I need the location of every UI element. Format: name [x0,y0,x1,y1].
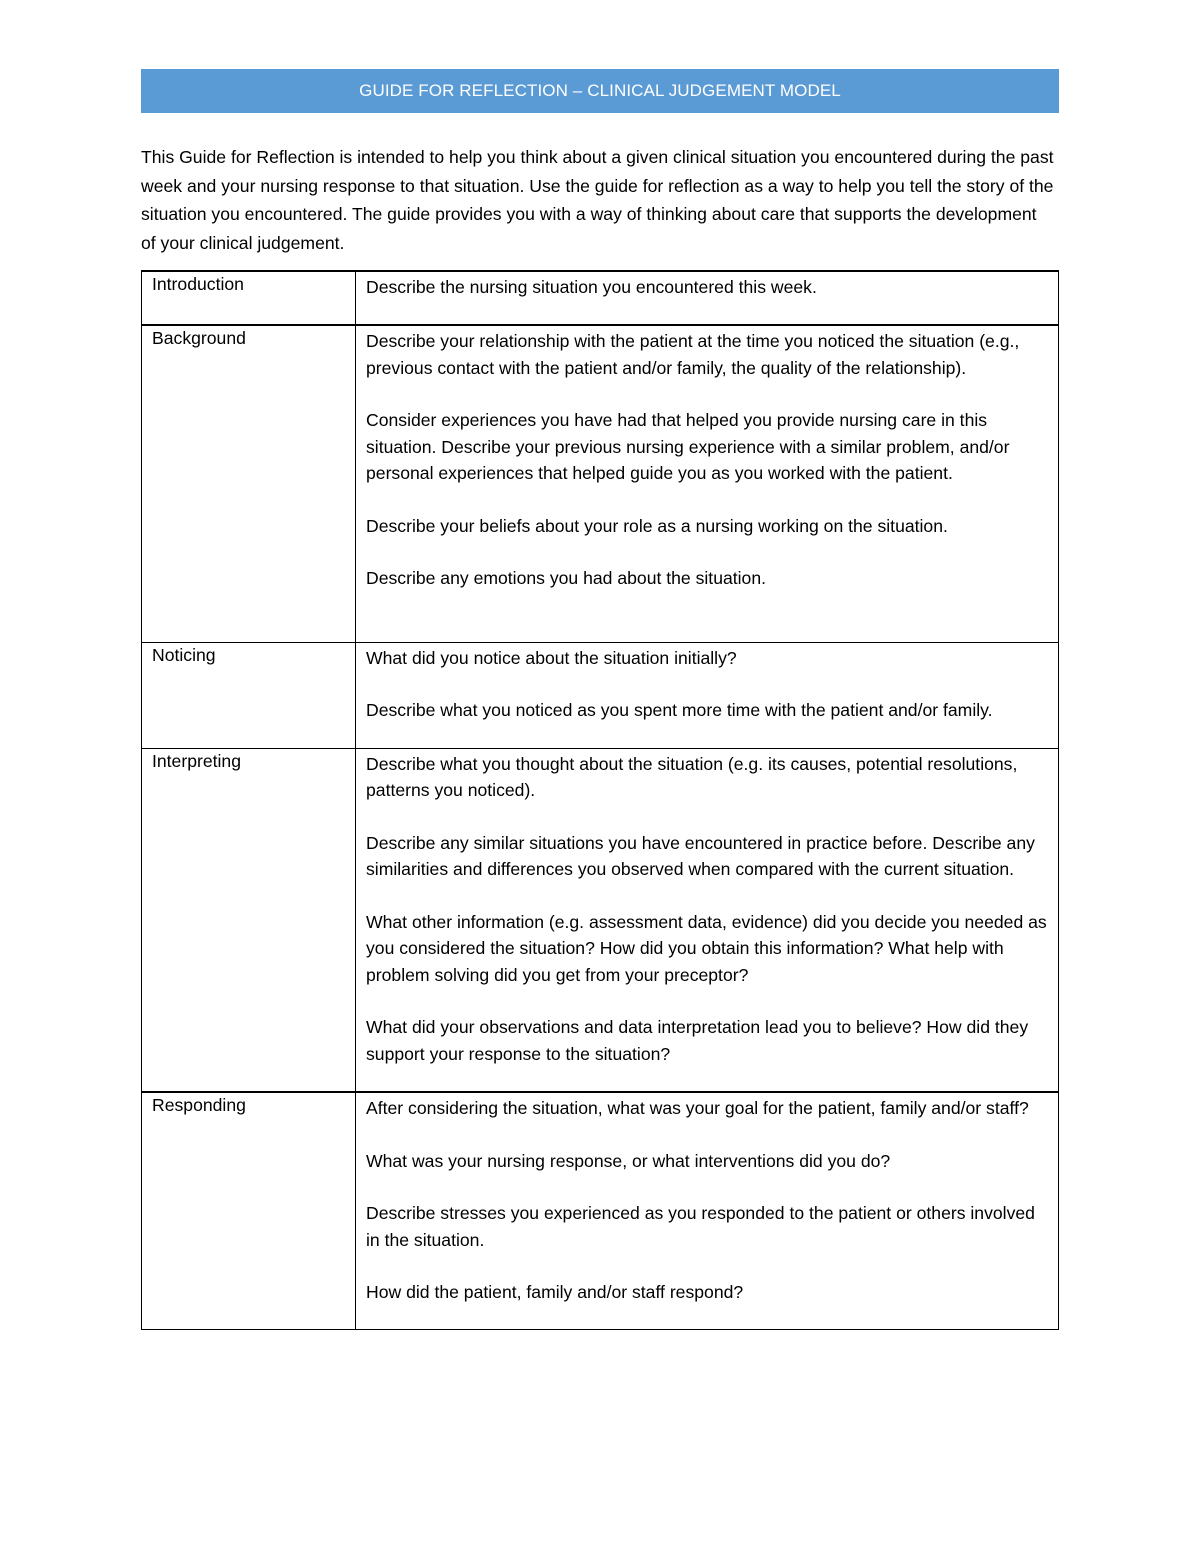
prompt-text: Describe what you thought about the situation (e.g. its causes, potential resolutions, patterns you noticed). [366,753,1018,800]
prompt-text: After considering the situation, what was your goal for the patient, family and/or staff? [366,1098,1029,1118]
row-label: Background [142,325,356,642]
row-prompts [356,271,1059,325]
row-prompts [356,748,1059,1092]
row-label: Introduction [142,271,356,325]
document-title: GUIDE FOR REFLECTION – CLINICAL JUDGEMENT MODEL [141,69,1059,113]
document-page [141,69,1059,1302]
table-row-interpreting [142,748,1059,1092]
row-label: Interpreting [142,748,356,1092]
reflection-table [141,270,1059,1330]
prompt-text: Describe what you noticed as you spent more time with the patient and/or family. [366,700,993,720]
prompt-text: Describe your relationship with the patient at the time you noticed the situation (e.g., previous contact with the patient and/or family, the quality of the relationship). [366,331,1020,378]
prompt-text: Describe stresses you experienced as you responded to the patient or others involved in the situation. [366,1203,1035,1250]
prompt-text: What did your observations and data interpretation lead you to believe? How did they support your response to the situation? [366,1017,1029,1064]
prompt-text: Describe any similar situations you have encountered in practice before. Describe any similarities and differences you observed when compared with the current situation. [366,832,1035,879]
row-prompts [356,325,1059,642]
intro-paragraph: This Guide for Reflection is intended to help you think about a given clinical situation you encountered during the past week and your nursing response to that situation. Use the guide for reflection as a way to help you tell the story of the situation you encountered. The guide provides you with a way of thinking about care that supports the development of your clinical judgement. [141,147,1054,253]
prompt-text: What was your nursing response, or what interventions did you do? [366,1150,891,1171]
table-row-background [142,325,1059,642]
prompt-text: Describe your beliefs about your role as a nursing working on the situation. [366,515,948,536]
prompt-text: Describe any emotions you had about the situation. [366,568,767,588]
prompt-text: What did you notice about the situation initially? [366,647,737,668]
row-label: Noticing [142,642,356,748]
table-row-introduction [142,271,1059,325]
prompt-text: Describe the nursing situation you encountered this week. [366,277,817,297]
row-prompts [356,642,1059,748]
row-prompts [356,1092,1059,1329]
prompt-text: What other information (e.g. assessment data, evidence) did you decide you needed as you considered the situation? How did you obtain this information? What help with problem solving did you get from your preceptor? [366,911,1047,985]
row-label: Responding [142,1092,356,1329]
prompt-text: How did the patient, family and/or staff respond? [366,1282,744,1302]
table-row-responding [142,1092,1059,1329]
table-row-noticing [142,642,1059,748]
prompt-text: Consider experiences you have had that helped you provide nursing care in this situation. Describe your previous nursing experience with a similar problem, and/or personal experiences that helped guide you as you worked with the patient. [366,410,1010,483]
